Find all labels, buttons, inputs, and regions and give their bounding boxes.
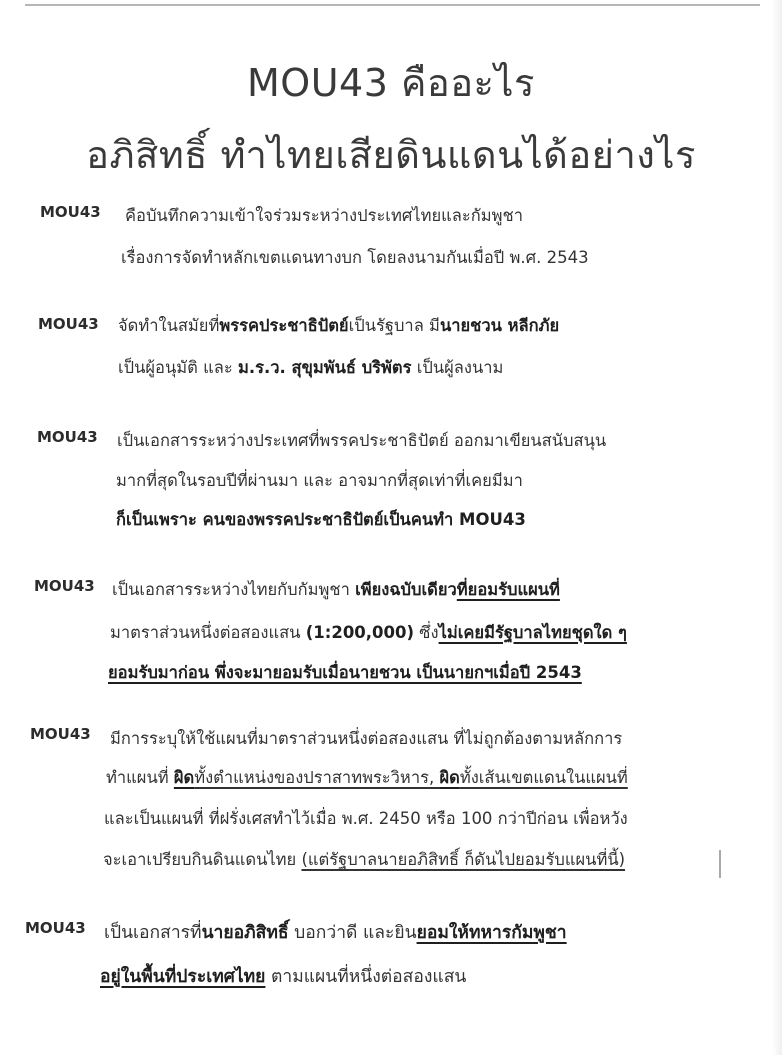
section-line bbox=[117, 428, 606, 454]
underlined-text: (แต่รัฐบาลนายอภิสิทธิ์ ก็ดันไปยอมรับแผนที่นี้) bbox=[301, 850, 626, 869]
emphasis-underlined: ยอมให้ทหารกัมพูชา bbox=[416, 923, 567, 943]
scale-ratio: (1:200,000) bbox=[305, 623, 415, 642]
text-run: ก็เป็นเพราะ คนของพรรคประชาธิปัตย์เป็นคนทำ MOU43 bbox=[116, 510, 526, 529]
text-run: เป็นเอกสารระหว่างประเทศที่พรรคประชาธิปัตย์ ออกมาเขียนสนับสนุน bbox=[117, 431, 607, 450]
text-run: คือบันทึกความเข้าใจร่วมระหว่างประเทศไทยและกัมพูชา bbox=[125, 206, 523, 225]
text-run: มากที่สุดในรอบปีที่ผ่านมา และ อาจมากที่สุดเท่าที่เคยมีมา bbox=[116, 471, 523, 490]
section-label: MOU43 bbox=[30, 725, 91, 743]
section-label: MOU43 bbox=[38, 315, 99, 333]
text-run: เป็นรัฐบาล มี bbox=[348, 316, 440, 335]
section-line bbox=[103, 847, 625, 873]
emphasis-underlined: ผิด bbox=[439, 768, 460, 787]
person-name-bold: นายอภิสิทธิ์ bbox=[201, 923, 289, 943]
text-run: ซึ่ง bbox=[414, 623, 439, 642]
person-name-bold: นายชวน หลีกภัย bbox=[439, 316, 560, 335]
section-line bbox=[112, 577, 560, 603]
underlined-text: ทั้งตำแหน่งของปราสาทพระวิหาร, bbox=[194, 768, 440, 787]
scan-top-edge bbox=[25, 4, 760, 6]
section-line bbox=[110, 726, 622, 752]
section-line bbox=[110, 620, 627, 646]
text-run: มาตราส่วนหนึ่งต่อสองแสน bbox=[110, 623, 306, 642]
section-label: MOU43 bbox=[25, 919, 86, 937]
section-line bbox=[104, 806, 628, 832]
section-line bbox=[116, 507, 526, 533]
margin-mark bbox=[719, 850, 721, 878]
section-line bbox=[106, 765, 628, 791]
emphasis-bold: เพียงฉบับเดียว bbox=[355, 580, 457, 599]
text-run: จะเอาเปรียบกินดินแดนไทย bbox=[103, 850, 302, 869]
document-title-line-2: อภิสิทธิ์ ทำไทยเสียดินแดนได้อย่างไร bbox=[86, 133, 696, 177]
party-name-bold: พรรคประชาธิปัตย์ bbox=[219, 316, 349, 335]
document-title-line-1: MOU43 คืออะไร bbox=[247, 61, 535, 105]
emphasis-underlined: ที่ยอมรับแผนที่ bbox=[456, 580, 560, 599]
text-run: เป็นผู้อนุมัติ และ bbox=[118, 358, 238, 377]
text-run: บอกว่าดี และยิน bbox=[288, 923, 417, 943]
text-run: เป็นเอกสารที่ bbox=[104, 923, 202, 943]
emphasis-underlined: ยอมรับมาก่อน พึ่งจะมายอมรับเมื่อนายชวน เป็นนายกฯเมื่อปี 2543 bbox=[108, 663, 582, 682]
emphasis-underlined: ผิด bbox=[173, 768, 195, 787]
section-line bbox=[100, 962, 466, 990]
section-line bbox=[121, 245, 589, 271]
section-line bbox=[108, 660, 582, 686]
section-label: MOU43 bbox=[37, 428, 98, 446]
text-run: เรื่องการจัดทำหลักเขตแดนทางบก โดยลงนามกันเมื่อปี พ.ศ. 2543 bbox=[121, 248, 589, 267]
text-run: จัดทำในสมัยที่ bbox=[118, 316, 220, 335]
section-line bbox=[125, 203, 523, 229]
text-run: มีการระบุให้ใช้แผนที่มาตราส่วนหนึ่งต่อสองแสน ที่ไม่ถูกต้องตามหลักการ bbox=[110, 729, 623, 748]
text-run: ตามแผนที่หนึ่งต่อสองแสน bbox=[265, 967, 467, 987]
section-line bbox=[118, 313, 559, 339]
text-run: ทำแผนที่ bbox=[106, 768, 174, 787]
section-line bbox=[116, 468, 523, 494]
emphasis-underlined: อยู่ในพื้นที่ประเทศไทย bbox=[100, 967, 266, 987]
section-label: MOU43 bbox=[34, 577, 95, 595]
text-run: เป็นเอกสารระหว่างไทยกับกัมพูชา bbox=[112, 580, 356, 599]
person-name-bold: ม.ร.ว. สุขุมพันธ์ บริพัตร bbox=[237, 358, 412, 377]
emphasis-underlined: ไม่เคยมีรัฐบาลไทยชุดใด ๆ bbox=[438, 623, 627, 642]
underlined-text: ทั้งเส้นเขตแดนในแผนที่ bbox=[459, 768, 628, 787]
text-run: และเป็นแผนที่ ที่ฝรั่งเศสทำไว้เมื่อ พ.ศ. 2450 หรือ 100 กว่าปีก่อน เพื่อหวัง bbox=[104, 809, 628, 828]
section-label: MOU43 bbox=[40, 203, 101, 221]
text-run: เป็นผู้ลงนาม bbox=[411, 358, 504, 377]
section-line bbox=[118, 355, 503, 381]
section-line bbox=[104, 918, 567, 946]
